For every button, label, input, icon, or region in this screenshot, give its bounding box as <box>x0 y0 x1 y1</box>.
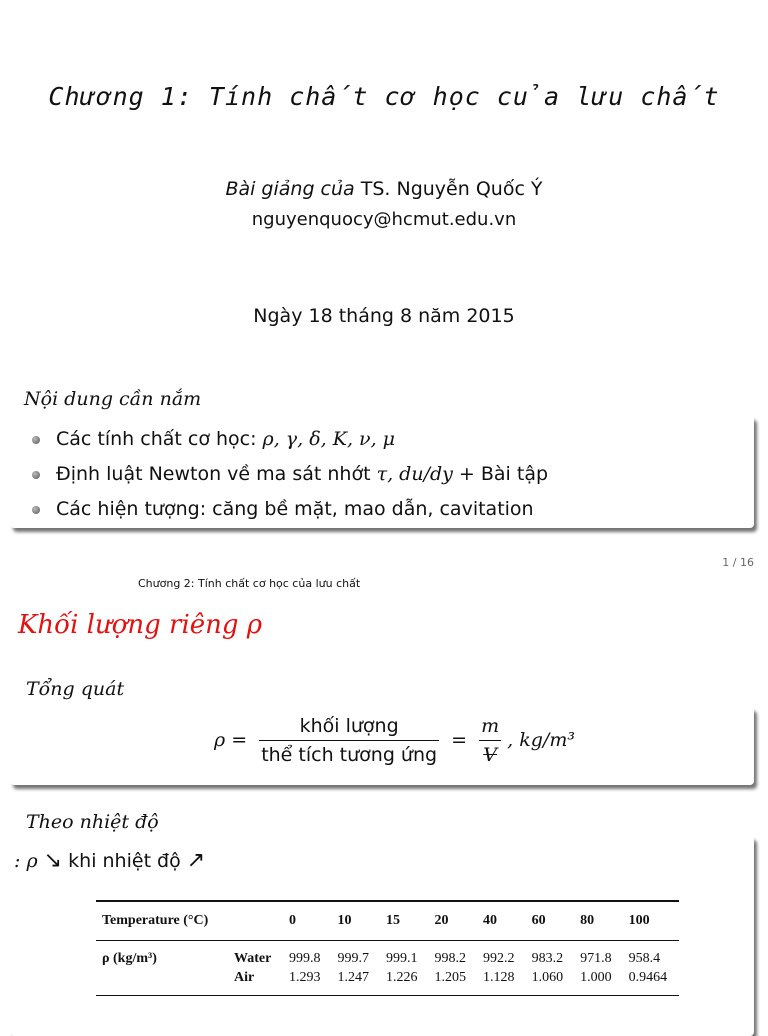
table-cell: 999.7 <box>337 950 369 966</box>
bullet-suffix: + Bài tập <box>458 463 549 485</box>
formula-unit: , kg/m³ <box>507 729 575 751</box>
table-cell: 958.4 <box>628 950 661 966</box>
block-title-temperature: Theo nhiệt độ <box>26 811 159 833</box>
arrow-up-icon: ↗ <box>186 848 206 873</box>
formula-fraction-words <box>259 715 439 766</box>
row-name: Water <box>233 950 272 966</box>
temperature-box <box>10 836 754 1036</box>
relation-prefix: : ρ <box>14 850 38 872</box>
relation-text: khi nhiệt độ <box>68 850 181 872</box>
table-bottom-rule <box>96 995 679 996</box>
table-row <box>96 968 679 987</box>
density-table-wrap <box>96 900 679 996</box>
table-cell: 983.2 <box>531 950 564 966</box>
table-cell: 1.060 <box>531 969 564 985</box>
bullet-text: Các hiện tượng: căng bề mặt, mao dẫn, cavitation <box>56 498 534 520</box>
table-cell: 1.226 <box>386 969 418 985</box>
bullet-item <box>10 457 754 492</box>
table-cell: 998.2 <box>434 950 467 966</box>
author-prefix: Bài giảng của <box>225 178 355 200</box>
table-cell: 1.293 <box>288 969 321 985</box>
table-row <box>96 941 679 969</box>
bullet-text: Các tính chất cơ học: <box>56 428 257 450</box>
temp-col: 40 <box>483 913 498 928</box>
table-cell: 0.9464 <box>628 969 668 985</box>
formula-box <box>10 707 754 785</box>
formula-volume: V <box>483 744 497 766</box>
table-cell: 999.8 <box>288 950 321 966</box>
table-cell: 971.8 <box>580 950 612 966</box>
page-number: 1 / 16 <box>722 556 754 569</box>
bullet-math: τ, du/dy <box>376 463 453 485</box>
temp-header-label: Temperature (°C) <box>102 913 209 928</box>
table-cell: 1.128 <box>483 969 515 985</box>
density-table <box>96 902 679 987</box>
temp-col: 80 <box>580 913 595 928</box>
formula-mass: m <box>479 715 501 741</box>
temp-col: 10 <box>337 913 352 928</box>
temp-col: 15 <box>386 913 401 928</box>
table-cell: 992.2 <box>483 950 515 966</box>
table-cell: 1.247 <box>337 969 369 985</box>
formula-numerator: khối lượng <box>259 715 439 741</box>
table-cell: 1.205 <box>434 969 467 985</box>
table-header-row <box>96 902 679 941</box>
temp-col: 0 <box>288 913 296 928</box>
temperature-relation <box>14 848 205 873</box>
author-email: nguyenquocy@hcmut.edu.vn <box>251 209 517 230</box>
author-name: TS. Nguyễn Quốc Ý <box>360 178 543 200</box>
temp-col: 100 <box>628 913 650 928</box>
bullet-item <box>10 422 754 457</box>
block-title-content: Nội dung cần nắm <box>24 388 202 410</box>
temp-col: 60 <box>531 913 546 928</box>
bullet-text: Định luật Newton về ma sát nhớt <box>56 463 371 485</box>
row-name: Air <box>233 969 255 985</box>
formula-equals: = <box>451 729 468 751</box>
bullet-item <box>10 492 754 527</box>
arrow-down-icon: ↘ <box>43 848 63 873</box>
table-cell: 1.000 <box>580 969 612 985</box>
formula-fraction-symbols <box>479 715 501 766</box>
lecture-date: Ngày 18 tháng 8 năm 2015 <box>253 305 515 327</box>
formula-denominator: thể tích tương ứng <box>261 744 438 766</box>
block-title-general: Tổng quát <box>26 678 125 700</box>
content-box <box>10 416 754 528</box>
formula-lhs: ρ = <box>214 729 248 751</box>
slide-title: Chương 1: Tính chất cơ học của lưu chất <box>48 82 720 111</box>
author-line <box>0 178 768 200</box>
density-formula <box>214 715 575 766</box>
slide-header: Chương 2: Tính chất cơ học của lưu chất <box>138 577 361 590</box>
row-label: ρ (kg/m³) <box>102 950 157 966</box>
table-cell: 999.1 <box>386 950 418 966</box>
temp-col: 20 <box>434 913 449 928</box>
bullet-math: ρ, γ, δ, K, ν, μ <box>262 428 395 450</box>
slide-title-density: Khối lượng riêng ρ <box>18 610 263 640</box>
